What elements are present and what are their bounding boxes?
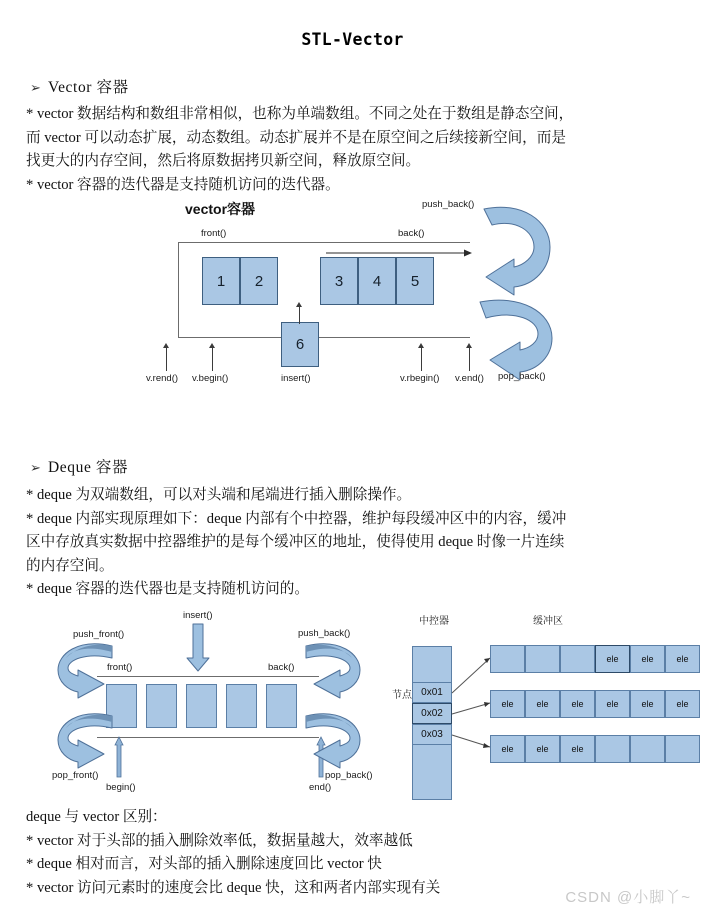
vector-pointer-arrow-icon (209, 343, 215, 348)
map-entry: 0x01 (412, 682, 452, 703)
bullet-marker-icon: ➢ (30, 460, 41, 475)
paragraph-line: * vector 数据结构和数组非常相似，也称为单端数组。不同之处在于数组是静态空间， (26, 106, 574, 122)
buffer-cell (560, 645, 595, 673)
buffer-cell: ele (490, 690, 525, 718)
deque-cell (146, 684, 177, 728)
deque-cell (226, 684, 257, 728)
deque-insert-arrow-icon (186, 624, 210, 672)
vector-pointer-label-end: v.end() (455, 373, 484, 384)
buffer-cell: ele (595, 645, 630, 673)
section-heading-deque (30, 455, 128, 477)
vector-cell: 2 (240, 257, 278, 305)
deque-pop-front-label: pop_front() (52, 770, 99, 781)
deque-cell (186, 684, 217, 728)
buffer-cell: ele (665, 645, 700, 673)
paragraph-deque (26, 484, 686, 602)
paragraph-line: * deque 容器的迭代器也是支持随机访问的。 (26, 581, 309, 597)
vector-container-top-line (178, 242, 470, 243)
vector-front-label: front() (201, 228, 227, 239)
deque-bottom-line (97, 737, 319, 738)
buffer-cell (630, 735, 665, 763)
paragraph-line: * deque 内部实现原理如下：deque 内部有个中控器，维护每段缓冲区中的内容，缓冲 (26, 510, 567, 527)
vector-pointer-arrow-icon (418, 343, 424, 348)
buffer-cell (665, 735, 700, 763)
deque-end-label: end() (309, 782, 332, 793)
deque-front-label: front() (107, 662, 133, 673)
page-title: STL-Vector (301, 30, 404, 49)
deque-push-back-label: push_back() (298, 628, 351, 639)
paragraph-line: 找更大的内存空间，然后将原数据拷贝新空间，释放原空间。 (26, 153, 421, 169)
vector-insert-arrow-head-icon (296, 302, 302, 307)
vector-cell: 4 (358, 257, 396, 305)
paragraph-line: 区中存放真实数据中控器维护的是每个缓冲区的地址，使得使用 deque 时像一片连续 (26, 534, 565, 550)
buffer-cell: ele (525, 690, 560, 718)
buffer-cell: ele (665, 690, 700, 718)
paragraph-line: * deque 为双端数组，可以对头端和尾端进行插入删除操作。 (26, 487, 412, 503)
buffer-cell: ele (560, 690, 595, 718)
vector-container-left-line (178, 242, 179, 338)
closing-line: deque 与 vector 区别： (26, 809, 167, 825)
vector-pop-back-label: pop_back() (498, 371, 546, 382)
vector-pointer-line (166, 347, 167, 371)
vector-pointer-arrow-icon (163, 343, 169, 348)
deque-insert-label: insert() (183, 610, 213, 621)
paragraph-line: 的内存空间。 (26, 557, 114, 574)
vector-pointer-arrow-icon (466, 343, 472, 348)
vector-push-back-label: push_back() (422, 199, 475, 210)
vector-diagram-title: vector容器 (185, 201, 256, 217)
map-entry: 0x03 (412, 724, 452, 745)
paragraph-vector (26, 103, 686, 197)
deque-begin-label: begin() (106, 782, 136, 793)
buffer-cell (595, 735, 630, 763)
deque-pop-back-label: pop_back() (325, 770, 373, 781)
vector-cell: 1 (202, 257, 240, 305)
map-entry: 0x02 (412, 703, 452, 724)
buffer-cell: ele (490, 735, 525, 763)
buffer-cell: ele (595, 690, 630, 718)
vector-insert-cell: 6 (281, 322, 319, 367)
section-heading-vector-label: Vector 容器 (48, 79, 129, 96)
vector-container-bottom-line (178, 337, 470, 338)
vector-pointer-label-rbegin: v.rbegin() (400, 373, 440, 384)
buffer-title-label: 缓冲区 (533, 616, 563, 627)
buffer-cell: ele (630, 690, 665, 718)
vector-diagram (0, 195, 705, 400)
vector-pointer-label-rend: v.rend() (146, 373, 179, 384)
buffer-cell (525, 645, 560, 673)
vector-pointer-label-begin: v.begin() (192, 373, 229, 384)
vector-insert-label: insert() (281, 373, 311, 384)
deque-top-line (97, 676, 319, 677)
vector-cell: 3 (320, 257, 358, 305)
vector-insert-arrow-line (299, 306, 300, 324)
bullet-marker-icon: ➢ (30, 80, 41, 95)
deque-push-back-curved-arrow-icon (300, 642, 362, 698)
buffer-cell (490, 645, 525, 673)
vector-back-label: back() (398, 228, 425, 239)
pop-front-curved-arrow-icon (56, 712, 118, 768)
closing-line: * vector 访问元素时的速度会比 deque 快，这和两者内部实现有关 (26, 879, 441, 896)
paragraph-line: * vector 容器的迭代器是支持随机访问的迭代器。 (26, 176, 340, 193)
vector-pointer-line (212, 347, 213, 371)
node-label: 节点 (392, 690, 412, 701)
buffer-cell: ele (525, 735, 560, 763)
section-heading-vector (30, 75, 129, 97)
map-title-label: 中控器 (419, 616, 449, 627)
deque-back-label: back() (268, 662, 295, 673)
buffer-cell: ele (560, 735, 595, 763)
closing-line: * vector 对于头部的插入删除效率低，数据量越大，效率越低 (26, 832, 413, 849)
paragraph-line: 而 vector 可以动态扩展，动态数组。动态扩展并不是在原空间之后续接新空间，而是 (26, 129, 566, 146)
deque-pop-back-curved-arrow-icon (300, 712, 362, 768)
vector-pointer-line (421, 347, 422, 371)
pop-back-curved-arrow-icon (476, 298, 556, 376)
section-heading-deque-label: Deque 容器 (48, 459, 129, 476)
closing-line: * deque 相对而言，对头部的插入删除速度回比 vector 快 (26, 856, 382, 872)
deque-diagram (0, 600, 705, 800)
vector-pointer-line (469, 347, 470, 371)
watermark: CSDN @小脚丫~ (565, 889, 691, 906)
push-front-curved-arrow-icon (56, 642, 118, 698)
vector-cell: 5 (396, 257, 434, 305)
push-back-curved-arrow-icon (476, 203, 556, 293)
deque-push-front-label: push_front() (73, 629, 125, 640)
deque-cell (266, 684, 297, 728)
buffer-cell: ele (630, 645, 665, 673)
